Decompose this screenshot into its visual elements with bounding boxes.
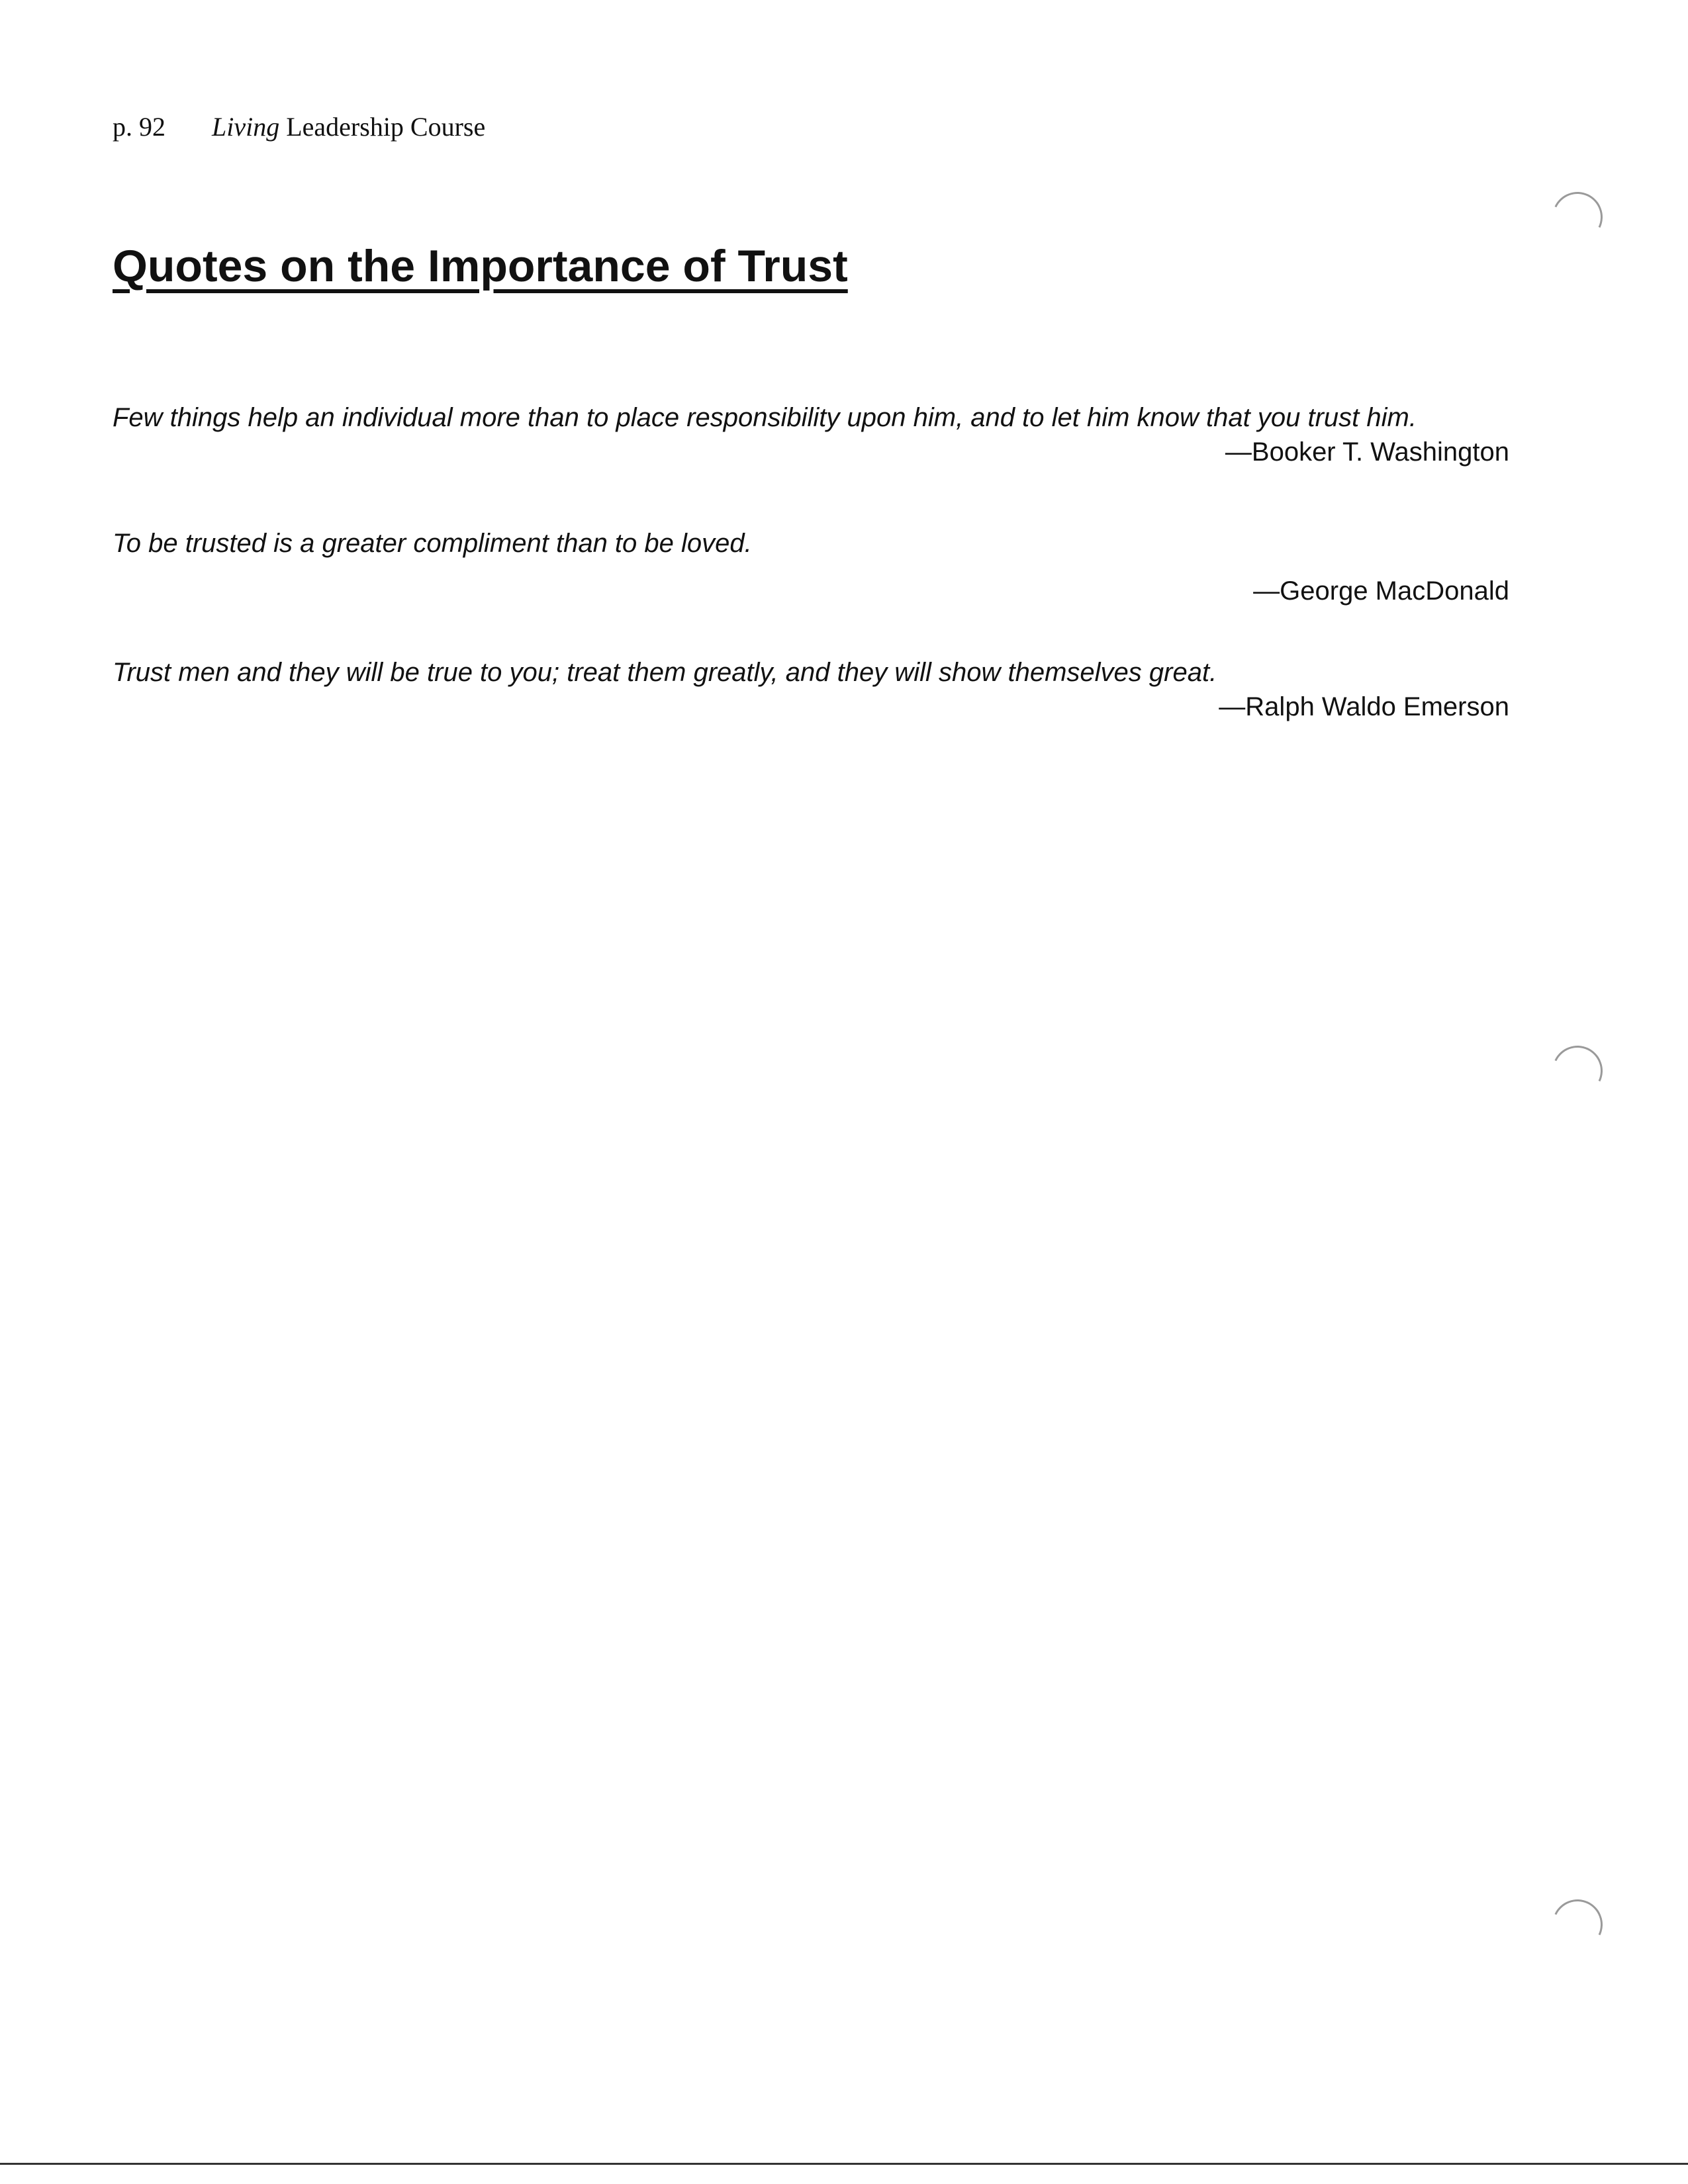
- punch-hole-mark: [1545, 1892, 1609, 1956]
- quote-text: Few things help an individual more than to place responsibility upon him, and to let him know that you trust him.: [113, 403, 1417, 432]
- quote-block: [113, 400, 1509, 469]
- course-name-rest: Leadership Course: [279, 112, 486, 142]
- page-title: Quotes on the Importance of Trust: [113, 241, 848, 291]
- quote-block: [113, 655, 1509, 724]
- quote-author: —Ralph Waldo Emerson: [1219, 692, 1509, 721]
- running-header: [113, 111, 485, 143]
- course-name-italic: Living: [212, 112, 280, 142]
- quote-author: —Booker T. Washington: [1225, 437, 1509, 467]
- punch-hole-mark: [1545, 1038, 1609, 1103]
- quote-block: [113, 526, 1509, 608]
- quote-text: To be trusted is a greater compliment than to be loved.: [113, 529, 752, 558]
- punch-hole-mark: [1545, 185, 1609, 249]
- page-number: p. 92: [113, 112, 165, 142]
- quote-author: —George MacDonald: [1253, 576, 1509, 606]
- bottom-rule: [0, 2163, 1688, 2165]
- quote-text: Trust men and they will be true to you; treat them greatly, and they will show themselves great.: [113, 658, 1217, 687]
